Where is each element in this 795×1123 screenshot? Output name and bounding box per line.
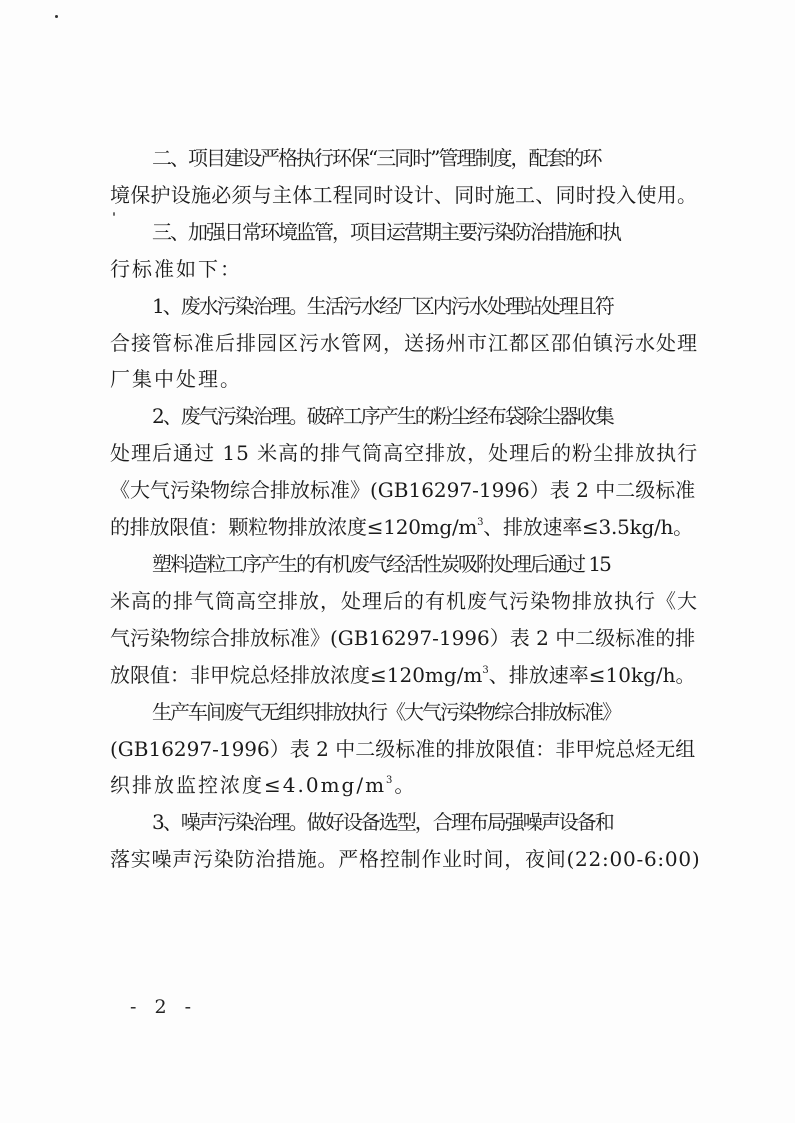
text-line: 三、加强日常环境监管，项目运营期主要污染防治措施和执 <box>152 219 620 244</box>
text-line: 境保护设施必须与主体工程同时设计、同时施工、同时投入使用。 <box>110 182 698 207</box>
text-line: 处理后通过 15 米高的排气筒高空排放，处理后的粉尘排放执行 <box>110 441 699 466</box>
text-line: 气污染物综合排放标准》(GB16297-1996）表 2 中二级标准的排 <box>110 625 696 650</box>
text-line: 放限值：非甲烷总烃排放浓度$\le 120mg/m^3$、排放速率≤10kg/h。 <box>110 662 696 687</box>
scan-speck <box>55 15 58 18</box>
text-line: 织排放监控浓度$\le 4.0mg/m^3$。 <box>110 773 417 798</box>
paragraph <box>110 546 698 694</box>
text-line: 生产车间废气无组织排放执行《大气污染物综合排放标准》 <box>152 699 620 724</box>
text-line: 《大气污染物综合排放标准》(GB16297-1996）表 2 中二级标准 <box>110 478 696 503</box>
paragraph <box>110 140 698 214</box>
paragraph <box>110 214 698 288</box>
text-line: 米高的排气筒高空排放，处理后的有机废气污染物排放执行《大 <box>110 588 698 613</box>
text-line: (GB16297-1996）表 2 中二级标准的排放限值：非甲烷总烃无组 <box>110 736 696 761</box>
page-number: - 2 - <box>130 996 198 1018</box>
paragraph <box>110 288 698 399</box>
text-line: 合接管标准后排园区污水管网，送扬州市江都区邵伯镇污水处理 <box>110 330 698 355</box>
text-line: 二、项目建设严格执行环保“三同时”管理制度，配套的环 <box>152 146 601 170</box>
paragraph <box>110 694 698 805</box>
text-line: 2、废气污染治理。破碎工序产生的粉尘经布袋除尘器收集 <box>152 404 613 429</box>
paragraph <box>110 804 701 878</box>
text-line: 1、废水污染治理。生活污水经厂区内污水处理站处理且符 <box>152 293 613 318</box>
text-line: 的排放限值：颗粒物排放浓度$\le 120mg/m^3$、排放速率≤3.5kg/h。 <box>110 515 693 540</box>
paragraph <box>110 398 698 546</box>
text-line: 塑料造粒工序产生的有机废气经活性炭吸附处理后通过 15 <box>152 551 610 576</box>
text-line: 厂集中处理。 <box>110 367 242 392</box>
text-line: 3、噪声污染治理。做好设备选型，合理布局强噪声设备和 <box>152 810 613 835</box>
text-line: 落实噪声污染防治措施。严格控制作业时间，夜间(22:00-6:00) <box>110 847 701 872</box>
text-line: 行标准如下： <box>110 256 242 281</box>
document-body <box>110 140 701 878</box>
